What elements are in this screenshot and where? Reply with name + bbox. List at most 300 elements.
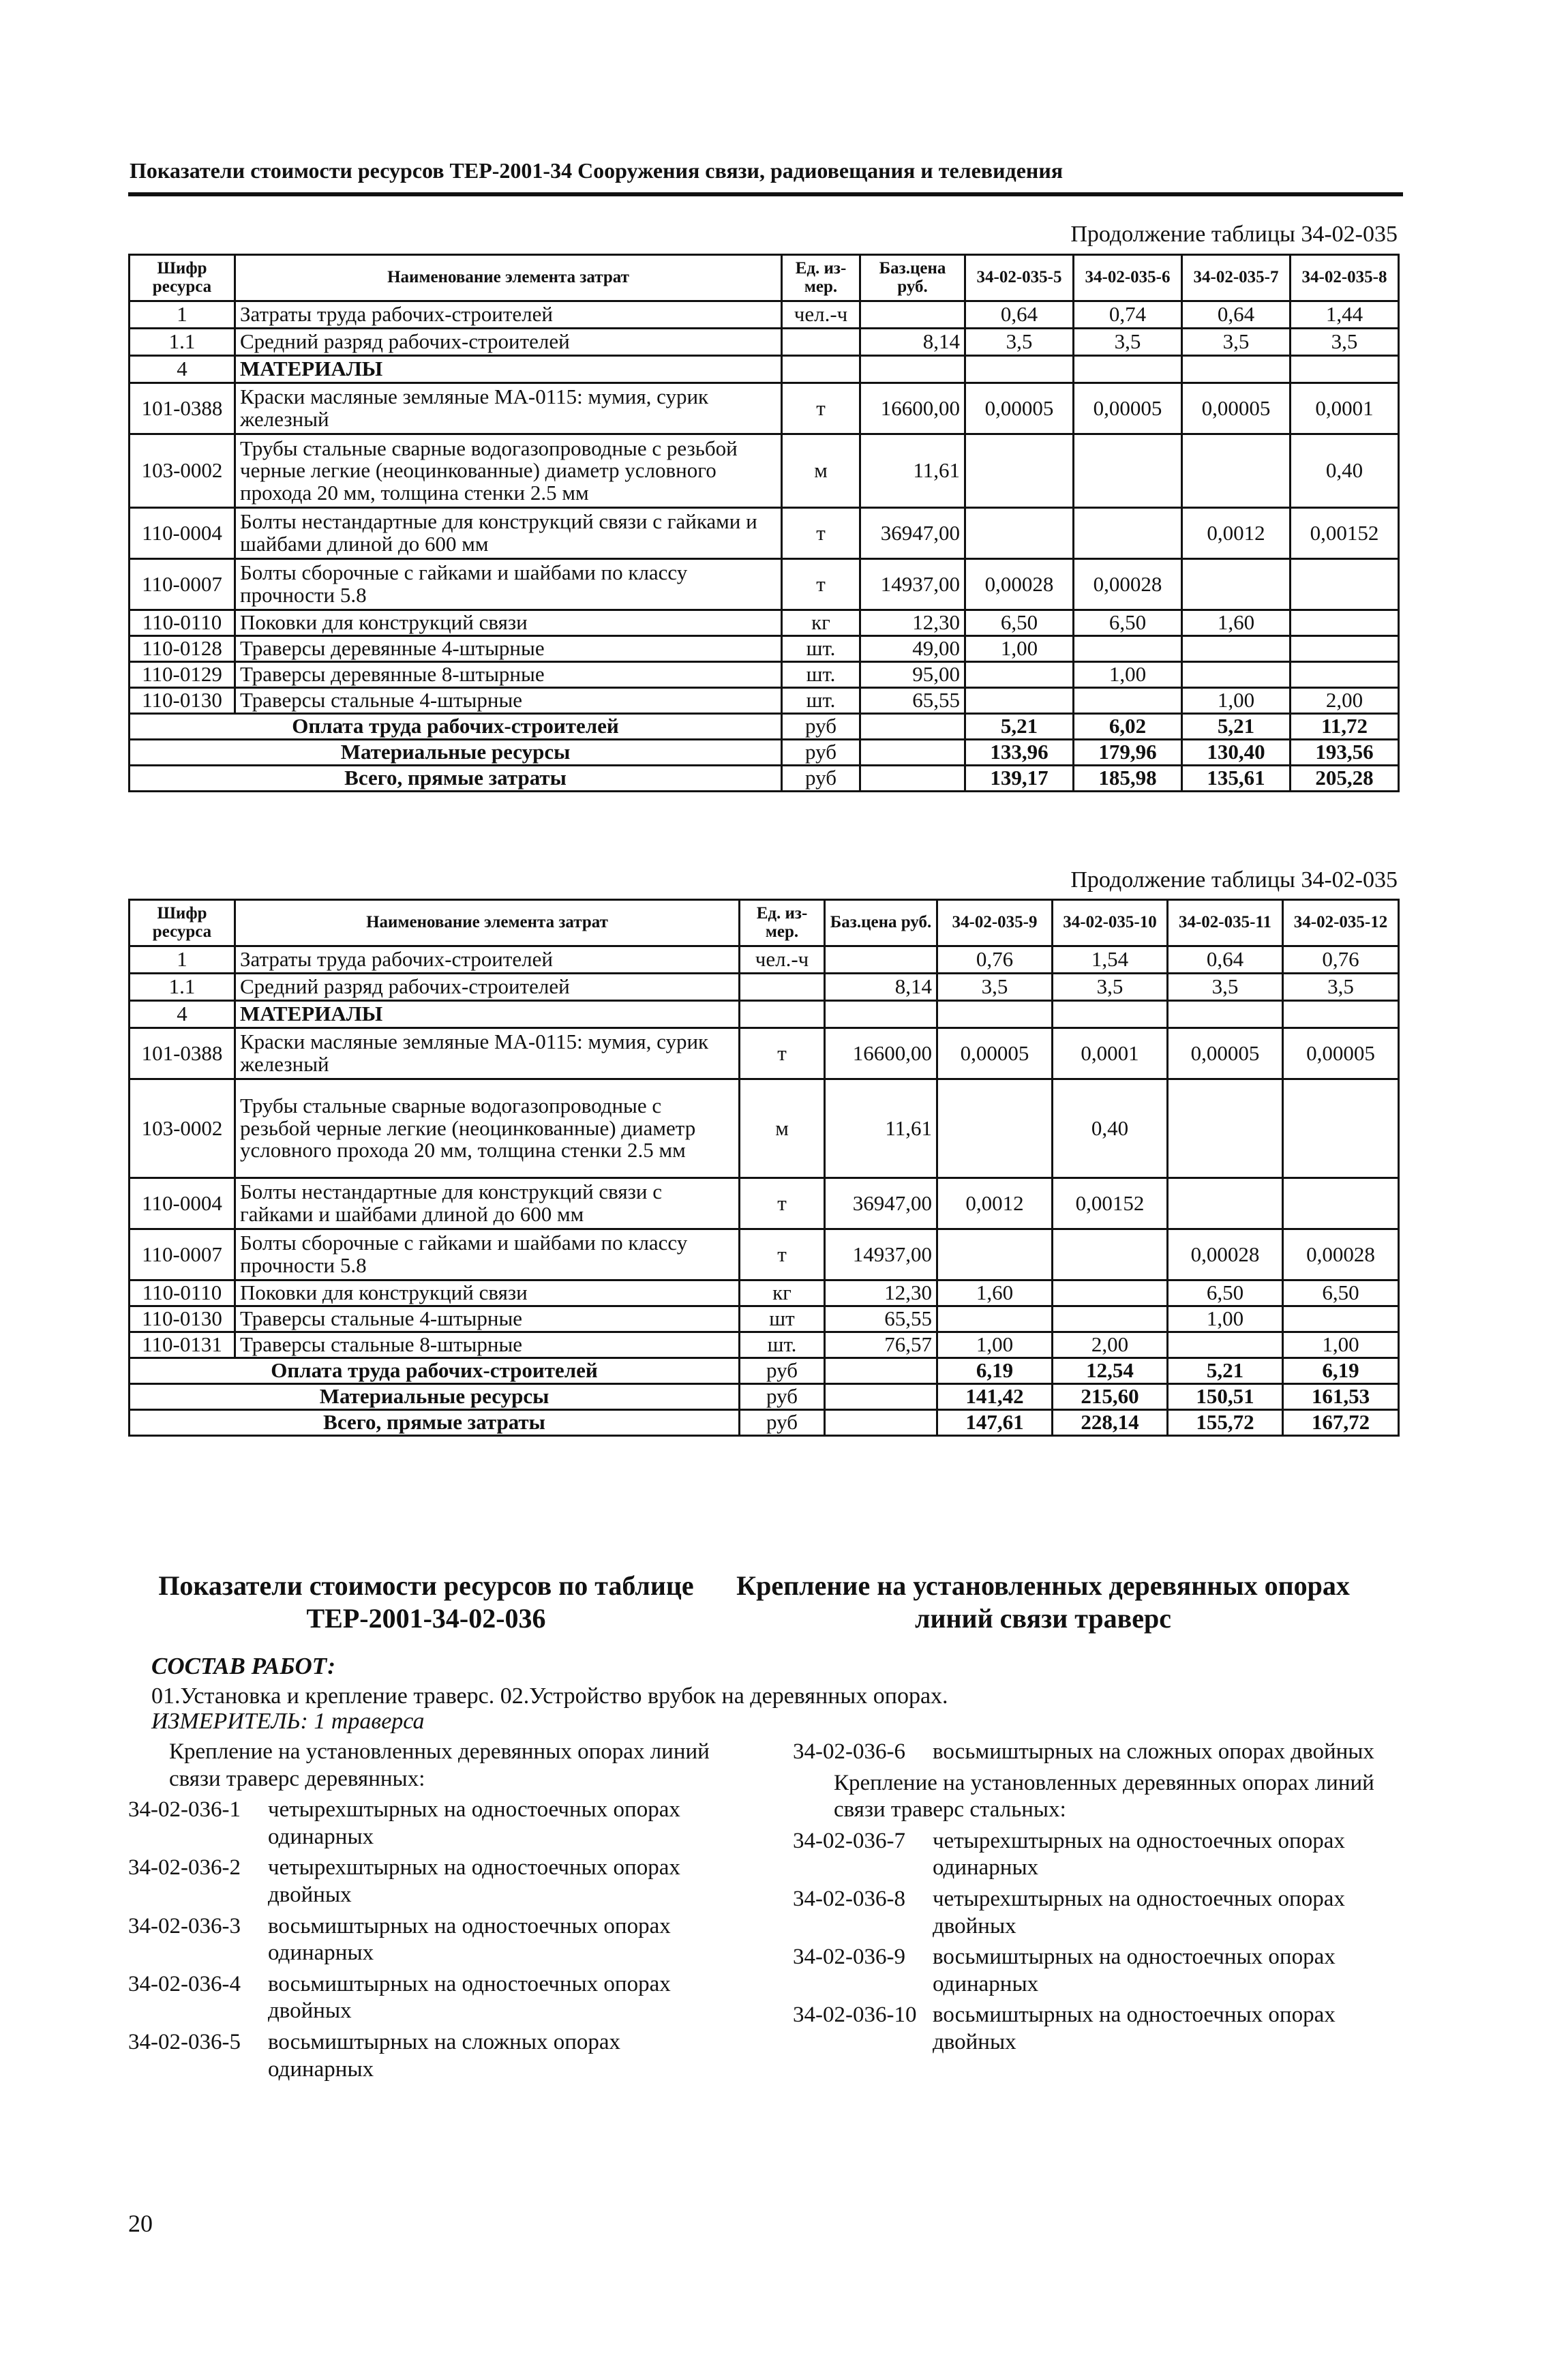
value-cell: 6,50 (1283, 1280, 1399, 1306)
item-code: 34-02-036-2 (128, 1855, 241, 1880)
value-cell: 185,98 (1074, 766, 1182, 792)
resource-table-1 (128, 254, 1400, 792)
value-cell: 2,00 (1053, 1332, 1168, 1358)
value-cell (1182, 636, 1291, 662)
item-code: 34-02-036-5 (128, 2029, 241, 2054)
item-desc: четырехштырных на одностоечных опорах двойных (268, 1855, 680, 1907)
value-cell: 0,76 (1283, 946, 1399, 974)
value-cell (1182, 434, 1291, 508)
list-item (793, 1828, 1393, 1882)
resource-name: Краски масляные земляные МА-0115: мумия, сурик железный (235, 1028, 740, 1079)
base-price: 14937,00 (825, 1229, 937, 1280)
value-cell: 0,00028 (965, 559, 1074, 610)
empty-cell (860, 714, 965, 740)
column-header: Наименование элемента затрат (235, 255, 782, 301)
unit (782, 329, 860, 356)
base-price: 11,61 (825, 1079, 937, 1178)
table-row (130, 329, 1399, 356)
base-price: 49,00 (860, 636, 965, 662)
base-price: 14937,00 (860, 559, 965, 610)
value-cell (1074, 434, 1182, 508)
resource-name: Поковки для конструкций связи (235, 610, 782, 636)
unit: руб (740, 1384, 825, 1410)
table-row (130, 688, 1399, 714)
value-cell: 141,42 (937, 1384, 1053, 1410)
unit: т (782, 508, 860, 559)
unit: чел.-ч (740, 946, 825, 974)
unit: м (782, 434, 860, 508)
base-price: 16600,00 (825, 1028, 937, 1079)
resource-name: Траверсы стальные 4-штырные (235, 688, 782, 714)
composition-text: 01.Установка и крепление траверс. 02.Устройство врубок на деревянных опорах. (151, 1683, 948, 1709)
value-cell: 0,00028 (1283, 1229, 1399, 1280)
resource-code: 101-0388 (130, 1028, 235, 1079)
value-cell: 150,51 (1168, 1384, 1283, 1410)
resource-name: Средний разряд рабочих-строителей (235, 974, 740, 1001)
section-title-right: Крепление на установленных деревянных опорах линий связи траверс (736, 1570, 1350, 1634)
resource-code: 101-0388 (130, 383, 235, 434)
unit: т (740, 1028, 825, 1079)
value-cell: 5,21 (965, 714, 1074, 740)
empty-cell (825, 1384, 937, 1410)
table-row (130, 559, 1399, 610)
resource-code: 110-0130 (130, 688, 235, 714)
empty-cell (860, 740, 965, 766)
value-cell (1053, 1001, 1168, 1028)
value-cell (1074, 688, 1182, 714)
column-header: 34-02-035-11 (1168, 900, 1283, 946)
item-desc: восьмиштырных на сложных опорах двойных (933, 1739, 1374, 1764)
page-header-title: Показатели стоимости ресурсов ТЕР-2001-34 Сооружения связи, радиовещания и телевидения (130, 158, 1064, 183)
table-row (130, 1280, 1399, 1306)
value-cell: 228,14 (1053, 1410, 1168, 1436)
value-cell: 6,50 (1074, 610, 1182, 636)
totals-row (130, 766, 1399, 792)
value-cell: 0,00005 (1074, 383, 1182, 434)
resource-name: Затраты труда рабочих-строителей (235, 946, 740, 974)
left-list (128, 1739, 728, 2087)
value-cell: 1,60 (937, 1280, 1053, 1306)
resource-name: Средний разряд рабочих-строителей (235, 329, 782, 356)
value-cell (1291, 356, 1399, 383)
value-cell: 1,54 (1053, 946, 1168, 974)
resource-code: 110-0007 (130, 1229, 235, 1280)
resource-code: 110-0110 (130, 1280, 235, 1306)
base-price (825, 1001, 937, 1028)
item-desc: восьмиштырных на сложных опорах одинарных (268, 2029, 621, 2082)
item-desc: восьмиштырных на одностоечных опорах двойных (268, 1971, 671, 2024)
column-header: Ед. из-мер. (740, 900, 825, 946)
value-cell: 0,00005 (937, 1028, 1053, 1079)
section-title-left: Показатели стоимости ресурсов по таблице ТЕР-2001-34-02-036 (158, 1570, 694, 1634)
value-cell: 1,00 (1182, 688, 1291, 714)
value-cell (1053, 1306, 1168, 1332)
base-price: 16600,00 (860, 383, 965, 434)
value-cell: 130,40 (1182, 740, 1291, 766)
value-cell (937, 1001, 1053, 1028)
value-cell: 6,19 (937, 1358, 1053, 1384)
empty-cell (825, 1358, 937, 1384)
value-cell: 0,0001 (1291, 383, 1399, 434)
value-cell: 1,60 (1182, 610, 1291, 636)
value-cell: 3,5 (1168, 974, 1283, 1001)
resource-code: 110-0110 (130, 610, 235, 636)
item-code: 34-02-036-6 (793, 1739, 905, 1764)
item-code: 34-02-036-7 (793, 1828, 905, 1853)
resource-name: Траверсы стальные 8-штырные (235, 1332, 740, 1358)
value-cell: 193,56 (1291, 740, 1399, 766)
value-cell: 133,96 (965, 740, 1074, 766)
list-item (128, 2029, 728, 2083)
unit: кг (740, 1280, 825, 1306)
composition-label: СОСТАВ РАБОТ: (151, 1653, 336, 1679)
resource-name: МАТЕРИАЛЫ (235, 356, 782, 383)
value-cell (1168, 1001, 1283, 1028)
list-item (128, 1971, 728, 2025)
column-header: Баз.цена руб. (860, 255, 965, 301)
value-cell (937, 1079, 1053, 1178)
column-header: 34-02-035-7 (1182, 255, 1291, 301)
resource-name: Болты сборочные с гайками и шайбами по классу прочности 5.8 (235, 559, 782, 610)
value-cell (1168, 1332, 1283, 1358)
resource-code: 110-0004 (130, 508, 235, 559)
item-desc: восьмиштырных на одностоечных опорах одинарных (268, 1913, 671, 1966)
column-header: Шифр ресурса (130, 900, 235, 946)
unit: т (782, 559, 860, 610)
unit (740, 974, 825, 1001)
value-cell (1291, 559, 1399, 610)
value-cell: 0,00005 (1182, 383, 1291, 434)
measure-label: ИЗМЕРИТЕЛЬ: 1 траверса (151, 1709, 425, 1734)
unit: м (740, 1079, 825, 1178)
base-price: 8,14 (825, 974, 937, 1001)
table1-caption: Продолжение таблицы 34-02-035 (1070, 222, 1398, 247)
base-price (825, 946, 937, 974)
value-cell: 1,00 (965, 636, 1074, 662)
unit (740, 1001, 825, 1028)
column-header: Шифр ресурса (130, 255, 235, 301)
header-row (130, 900, 1399, 946)
value-cell: 1,00 (1283, 1332, 1399, 1358)
value-cell: 0,0001 (1053, 1028, 1168, 1079)
value-cell (937, 1229, 1053, 1280)
resource-name: Болты нестандартные для конструкций связи с гайками и шайбами длиной до 600 мм (235, 1178, 740, 1229)
value-cell (1283, 1079, 1399, 1178)
unit: руб (782, 740, 860, 766)
resource-name: Трубы стальные сварные водогазопроводные с резьбой черные легкие (неоцинкованные) диаметр условного прохода 20 мм, толщина стенки 2.5 мм (235, 434, 782, 508)
value-cell (1291, 662, 1399, 688)
column-header: Баз.цена руб. (825, 900, 937, 946)
value-cell (1283, 1306, 1399, 1332)
item-desc: четырехштырных на одностоечных опорах двойных (933, 1886, 1345, 1938)
value-cell: 0,00005 (1168, 1028, 1283, 1079)
base-price (860, 356, 965, 383)
totals-row (130, 1410, 1399, 1436)
value-cell (1074, 636, 1182, 662)
unit: чел.-ч (782, 301, 860, 329)
list-item (128, 1855, 728, 1908)
value-cell: 0,00028 (1074, 559, 1182, 610)
base-price: 11,61 (860, 434, 965, 508)
page-number: 20 (128, 2210, 153, 2237)
value-cell: 3,5 (1074, 329, 1182, 356)
list-item (793, 1944, 1393, 1998)
value-cell: 0,40 (1291, 434, 1399, 508)
value-cell (1074, 508, 1182, 559)
value-cell: 3,5 (1291, 329, 1399, 356)
table-row (130, 1229, 1399, 1280)
base-price: 95,00 (860, 662, 965, 688)
resource-code: 110-0131 (130, 1332, 235, 1358)
value-cell (1182, 559, 1291, 610)
table-row (130, 434, 1399, 508)
resource-code: 1 (130, 946, 235, 974)
resource-code: 103-0002 (130, 434, 235, 508)
resource-code: 1.1 (130, 329, 235, 356)
unit: руб (740, 1358, 825, 1384)
resource-name: Болты нестандартные для конструкций связи с гайками и шайбами длиной до 600 мм (235, 508, 782, 559)
value-cell: 0,00028 (1168, 1229, 1283, 1280)
value-cell (1291, 610, 1399, 636)
value-cell: 155,72 (1168, 1410, 1283, 1436)
value-cell: 139,17 (965, 766, 1074, 792)
base-price: 12,30 (860, 610, 965, 636)
empty-cell (860, 766, 965, 792)
item-desc: восьмиштырных на одностоечных опорах одинарных (933, 1945, 1336, 1996)
value-cell: 0,00005 (1283, 1028, 1399, 1079)
list-item (128, 1797, 728, 1850)
table2-caption: Продолжение таблицы 34-02-035 (1070, 867, 1398, 893)
table-row (130, 301, 1399, 329)
unit: шт (740, 1306, 825, 1332)
value-cell: 0,0012 (1182, 508, 1291, 559)
totals-name: Материальные ресурсы (130, 740, 782, 766)
resource-code: 4 (130, 356, 235, 383)
table-row (130, 610, 1399, 636)
item-code: 34-02-036-1 (128, 1797, 241, 1823)
table2-body (130, 900, 1399, 1436)
item-code: 34-02-036-3 (128, 1913, 241, 1938)
column-header: 34-02-035-5 (965, 255, 1074, 301)
header-row (130, 255, 1399, 301)
item-desc: четырехштырных на одностоечных опорах одинарных (268, 1797, 680, 1849)
table-row (130, 974, 1399, 1001)
value-cell (1182, 356, 1291, 383)
unit: шт. (740, 1332, 825, 1358)
value-cell (1053, 1229, 1168, 1280)
value-cell: 3,5 (1053, 974, 1168, 1001)
resource-code: 110-0004 (130, 1178, 235, 1229)
value-cell: 6,50 (965, 610, 1074, 636)
value-cell (1283, 1001, 1399, 1028)
resource-name: Траверсы стальные 4-штырные (235, 1306, 740, 1332)
totals-name: Материальные ресурсы (130, 1384, 740, 1410)
table-row (130, 1306, 1399, 1332)
value-cell: 2,00 (1291, 688, 1399, 714)
base-price: 65,55 (825, 1306, 937, 1332)
value-cell (937, 1306, 1053, 1332)
value-cell: 3,5 (1182, 329, 1291, 356)
table-row (130, 508, 1399, 559)
item-code: 34-02-036-8 (793, 1886, 905, 1911)
table-row (130, 383, 1399, 434)
unit: кг (782, 610, 860, 636)
table-row (130, 1178, 1399, 1229)
unit: руб (782, 766, 860, 792)
value-cell (1053, 1280, 1168, 1306)
value-cell (965, 508, 1074, 559)
value-cell: 0,74 (1074, 301, 1182, 329)
value-cell: 0,64 (1168, 946, 1283, 974)
list-item (128, 1913, 728, 1967)
resource-code: 1 (130, 301, 235, 329)
resource-code: 110-0128 (130, 636, 235, 662)
value-cell: 161,53 (1283, 1384, 1399, 1410)
base-price (860, 301, 965, 329)
base-price: 12,30 (825, 1280, 937, 1306)
right-group-title: Крепление на установленных деревянных опорах линий связи траверс стальных: (834, 1770, 1374, 1823)
value-cell: 1,00 (937, 1332, 1053, 1358)
value-cell: 1,44 (1291, 301, 1399, 329)
value-cell (1182, 662, 1291, 688)
value-cell (1168, 1178, 1283, 1229)
totals-name: Всего, прямые затраты (130, 766, 782, 792)
resource-name: Краски масляные земляные МА-0115: мумия, сурик железный (235, 383, 782, 434)
resource-name: Поковки для конструкций связи (235, 1280, 740, 1306)
unit: руб (782, 714, 860, 740)
value-cell: 6,02 (1074, 714, 1182, 740)
left-group-title: Крепление на установленных деревянных опорах линий связи траверс деревянных: (169, 1739, 710, 1791)
value-cell: 0,00005 (965, 383, 1074, 434)
resource-name: Траверсы деревянные 4-штырные (235, 636, 782, 662)
resource-name: Траверсы деревянные 8-штырные (235, 662, 782, 688)
unit: т (782, 383, 860, 434)
item-code: 34-02-036-9 (793, 1945, 905, 1970)
totals-row (130, 714, 1399, 740)
totals-name: Оплата труда рабочих-строителей (130, 1358, 740, 1384)
value-cell: 5,21 (1168, 1358, 1283, 1384)
resource-code: 4 (130, 1001, 235, 1028)
table-row (130, 662, 1399, 688)
resource-table-2 (128, 899, 1400, 1437)
value-cell (1291, 636, 1399, 662)
right-list (793, 1739, 1393, 2060)
item-code: 34-02-036-4 (128, 1971, 241, 1996)
value-cell (1074, 356, 1182, 383)
value-cell: 0,64 (965, 301, 1074, 329)
resource-code: 110-0129 (130, 662, 235, 688)
value-cell: 0,64 (1182, 301, 1291, 329)
totals-row (130, 740, 1399, 766)
value-cell: 1,00 (1074, 662, 1182, 688)
base-price: 36947,00 (860, 508, 965, 559)
totals-name: Всего, прямые затраты (130, 1410, 740, 1436)
item-code: 34-02-036-10 (793, 2003, 917, 2028)
table-row (130, 356, 1399, 383)
header-rule (128, 192, 1403, 196)
value-cell: 0,00152 (1053, 1178, 1168, 1229)
value-cell: 215,60 (1053, 1384, 1168, 1410)
resource-name: Трубы стальные сварные водогазопроводные с резьбой черные легкие (неоцинкованные) диаметр условного прохода 20 мм, толщина стенки 2.5 мм (235, 1079, 740, 1178)
value-cell: 12,54 (1053, 1358, 1168, 1384)
value-cell (965, 662, 1074, 688)
list-item (793, 1886, 1393, 1940)
column-header: 34-02-035-10 (1053, 900, 1168, 946)
table-row (130, 1001, 1399, 1028)
base-price: 8,14 (860, 329, 965, 356)
resource-name: Затраты труда рабочих-строителей (235, 301, 782, 329)
value-cell: 6,19 (1283, 1358, 1399, 1384)
value-cell: 5,21 (1182, 714, 1291, 740)
list-item (793, 1739, 1393, 1766)
resource-code: 103-0002 (130, 1079, 235, 1178)
value-cell: 179,96 (1074, 740, 1182, 766)
value-cell: 11,72 (1291, 714, 1399, 740)
totals-name: Оплата труда рабочих-строителей (130, 714, 782, 740)
column-header: Наименование элемента затрат (235, 900, 740, 946)
value-cell (965, 434, 1074, 508)
table1-body (130, 255, 1399, 792)
value-cell: 3,5 (937, 974, 1053, 1001)
table-row (130, 1079, 1399, 1178)
table-row (130, 946, 1399, 974)
value-cell: 0,76 (937, 946, 1053, 974)
left-items (128, 1797, 728, 2083)
value-cell: 147,61 (937, 1410, 1053, 1436)
value-cell (1283, 1178, 1399, 1229)
unit: шт. (782, 662, 860, 688)
value-cell: 0,0012 (937, 1178, 1053, 1229)
resource-name: Болты сборочные с гайками и шайбами по классу прочности 5.8 (235, 1229, 740, 1280)
base-price: 76,57 (825, 1332, 937, 1358)
table-row (130, 1028, 1399, 1079)
value-cell: 1,00 (1168, 1306, 1283, 1332)
column-header: 34-02-035-9 (937, 900, 1053, 946)
empty-cell (825, 1410, 937, 1436)
item-desc: восьмиштырных на одностоечных опорах двойных (933, 2003, 1336, 2054)
value-cell (965, 688, 1074, 714)
totals-row (130, 1384, 1399, 1410)
unit: шт. (782, 688, 860, 714)
value-cell: 167,72 (1283, 1410, 1399, 1436)
column-header: 34-02-035-8 (1291, 255, 1399, 301)
base-price: 36947,00 (825, 1178, 937, 1229)
value-cell: 6,50 (1168, 1280, 1283, 1306)
unit: т (740, 1178, 825, 1229)
unit: руб (740, 1410, 825, 1436)
resource-name: МАТЕРИАЛЫ (235, 1001, 740, 1028)
value-cell: 205,28 (1291, 766, 1399, 792)
resource-code: 110-0007 (130, 559, 235, 610)
value-cell: 135,61 (1182, 766, 1291, 792)
right-items (793, 1828, 1393, 2056)
unit: шт. (782, 636, 860, 662)
unit (782, 356, 860, 383)
column-header: 34-02-035-6 (1074, 255, 1182, 301)
item-desc: четырехштырных на одностоечных опорах одинарных (933, 1828, 1345, 1880)
list-item (793, 2002, 1393, 2056)
table-row (130, 636, 1399, 662)
resource-code: 110-0130 (130, 1306, 235, 1332)
value-cell: 0,40 (1053, 1079, 1168, 1178)
column-header: Ед. из-мер. (782, 255, 860, 301)
value-cell: 0,00152 (1291, 508, 1399, 559)
resource-code: 1.1 (130, 974, 235, 1001)
value-cell: 3,5 (1283, 974, 1399, 1001)
value-cell (1168, 1079, 1283, 1178)
table-row (130, 1332, 1399, 1358)
column-header: 34-02-035-12 (1283, 900, 1399, 946)
